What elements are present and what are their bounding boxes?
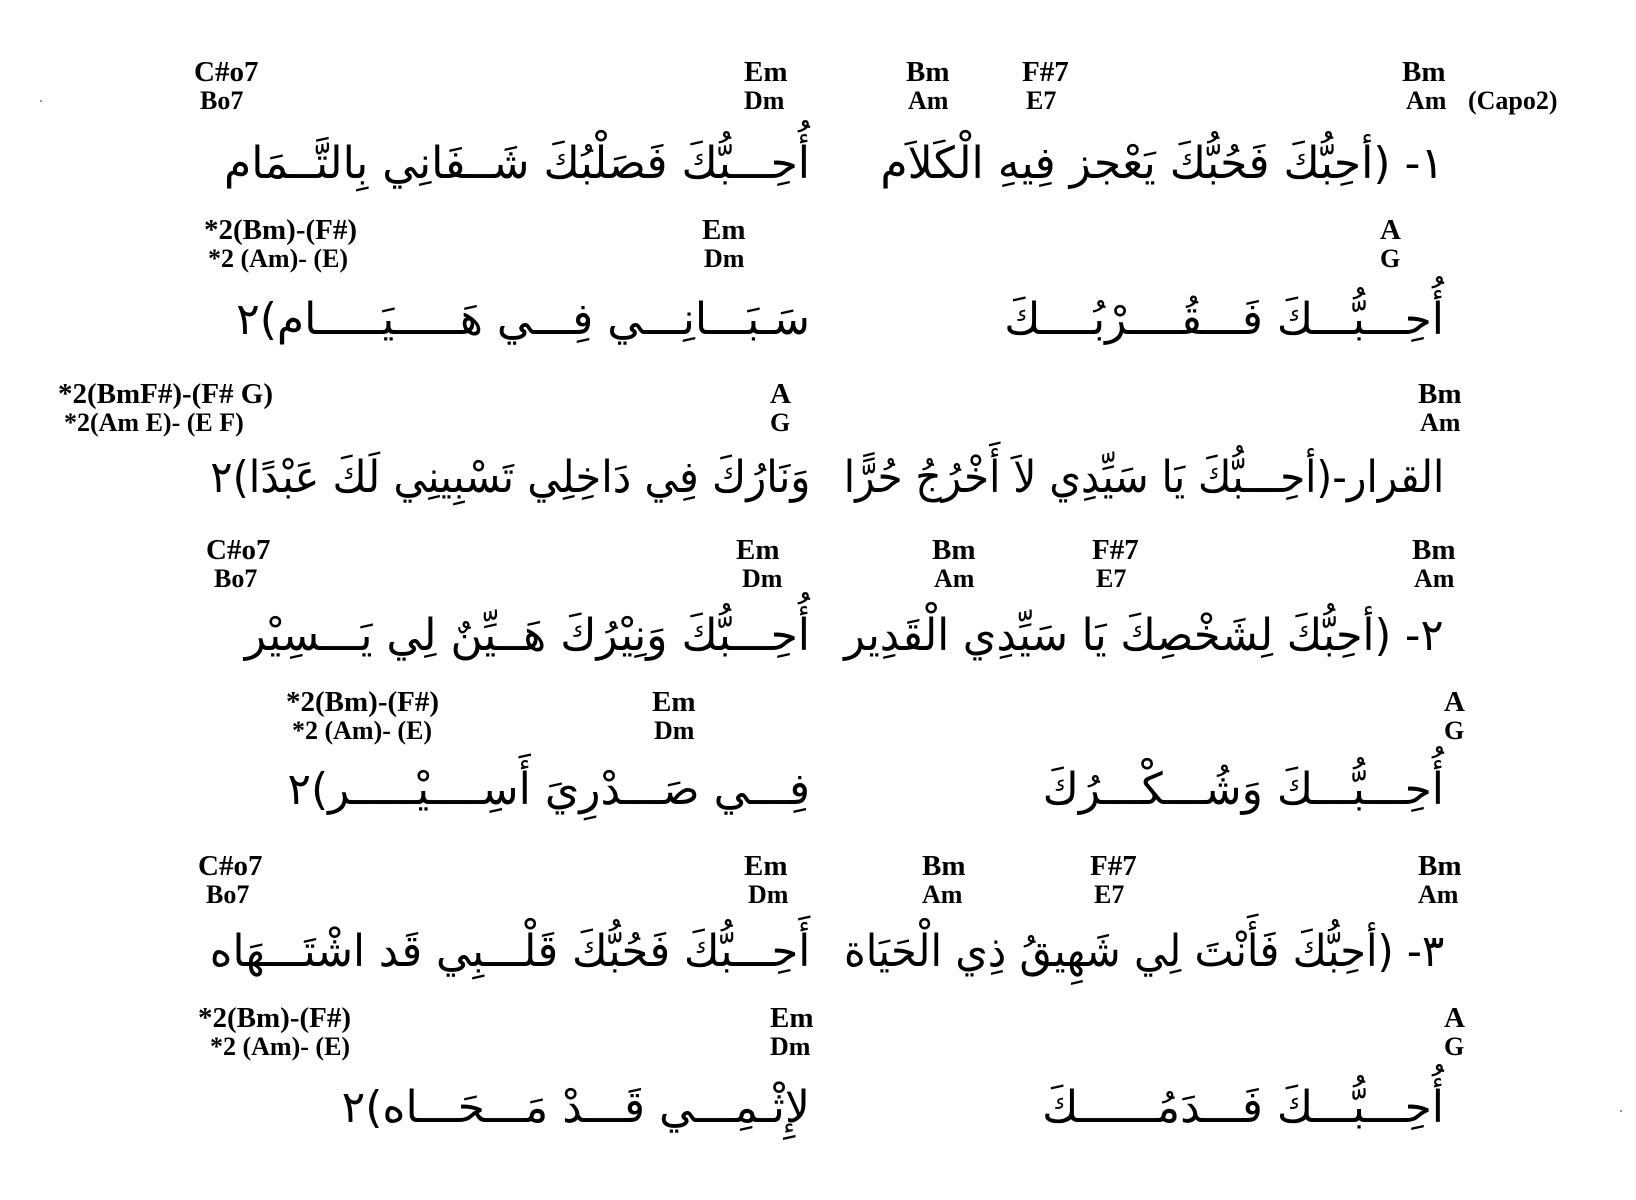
chord: F#7 xyxy=(1090,850,1137,882)
lyric-line: أَحِـــبُّكَ فَحُبُّكَ قَلْـــبِي قَد اشْتَـــهَاه xyxy=(209,926,810,977)
chord: Bm xyxy=(922,850,966,882)
chord: C#o7 xyxy=(198,850,263,882)
chord-alt: Dm xyxy=(654,716,695,745)
chord: Bm xyxy=(906,56,950,88)
chord-alt: E7 xyxy=(1094,880,1125,909)
chord: C#o7 xyxy=(194,56,259,88)
chord-alt: Dm xyxy=(748,880,789,909)
chord-alt: Am xyxy=(1418,880,1459,909)
chord-alt: Am xyxy=(1420,408,1461,437)
chord: Bm xyxy=(1412,534,1456,566)
chord-alt: *2 (Am)- (E) xyxy=(210,1032,351,1061)
chord: Em xyxy=(770,1002,814,1034)
chord-alt: G xyxy=(1444,716,1465,745)
chord: Bm xyxy=(932,534,976,566)
chord-alt: Bo7 xyxy=(200,86,244,115)
scan-speck xyxy=(40,100,42,102)
chord-alt: E7 xyxy=(1026,86,1057,115)
lyric-line: أُحِـــبُّكَ فَصَلْبُكَ شَــفَانِي بِالتَّــمَام xyxy=(224,138,810,189)
lyric-line: ٢- (أحِبُّكَ لِشَخْصِكَ يَا سَيِّدِي الْقَدِير xyxy=(844,610,1444,661)
lyric-line: لإِثْـمِـــي قَـــدْ مَـــحَـــاه)٢ xyxy=(341,1082,810,1133)
chord-alt: Am xyxy=(1406,86,1447,115)
chord-alt: Am xyxy=(922,880,963,909)
chord: F#7 xyxy=(1092,534,1139,566)
chord: *2(Bm)-(F#) xyxy=(286,686,440,718)
lyric-line: ١- (أحِبُّكَ فَحُبُّكَ يَعْجز فِيهِ الْكَلاَم xyxy=(880,138,1444,189)
chord: Em xyxy=(736,534,780,566)
chord-alt: G xyxy=(1444,1032,1465,1061)
chord: *2(Bm)-(F#) xyxy=(204,214,358,246)
chord-alt: *2 (Am)- (E) xyxy=(292,716,433,745)
chord-alt: *2(Am E)- (E F) xyxy=(64,408,244,437)
lyric-line: القرار-(أحِـــبُّكَ يَا سَيِّدِي لاَ أَخْرُجُ حُرًّا xyxy=(843,452,1444,503)
chord-alt: G xyxy=(1380,244,1401,273)
chord-alt: Bo7 xyxy=(206,880,250,909)
chord: A xyxy=(1380,214,1401,246)
chord-alt: Am xyxy=(934,564,975,593)
chord: A xyxy=(1444,1002,1465,1034)
lyric-line: وَنَارُكَ فِي دَاخِلِي تَسْبِينِي لَكَ عَبْدًا)٢ xyxy=(209,452,811,503)
lyric-line: أُحِـــبُّـــكَ فَـــقُــــرْبُــــكَ xyxy=(1004,294,1444,345)
lyric-line: ٣- (أحِبُّكَ فَأَنْتَ لِي شَهِيقُ ذِي الْحَيَاة xyxy=(843,926,1444,977)
chord-alt: Am xyxy=(908,86,949,115)
lyric-line: فِـــي صَـــدْرِيَ أَسِــــيْـــــر)٢ xyxy=(287,764,810,815)
chord: A xyxy=(1444,686,1465,718)
chord: *2(BmF#)-(F# G) xyxy=(58,378,274,410)
chord-alt: Dm xyxy=(742,564,783,593)
scan-speck xyxy=(1620,1110,1622,1112)
chord: A xyxy=(770,378,791,410)
chord-alt: Am xyxy=(1414,564,1455,593)
chord-alt: Bo7 xyxy=(214,564,258,593)
chord: Em xyxy=(744,850,788,882)
lyric-line: أُحِـــبُّـــكَ وَشُـــكْـــرُكَ xyxy=(1042,764,1444,815)
chord: Em xyxy=(652,686,696,718)
chord: Bm xyxy=(1418,850,1462,882)
chord: Bm xyxy=(1402,56,1446,88)
chord: F#7 xyxy=(1022,56,1069,88)
chord: Em xyxy=(744,56,788,88)
chord: Em xyxy=(702,214,746,246)
chord: *2(Bm)-(F#) xyxy=(198,1002,352,1034)
chord-alt: Dm xyxy=(744,86,785,115)
chord-alt: Dm xyxy=(770,1032,811,1061)
chord: Bm xyxy=(1418,378,1462,410)
capo-note: (Capo2) xyxy=(1468,86,1558,115)
lyric-line: أُحِـــبُّكَ وَنِيْرُكَ هَــيِّنٌ لِي يَـــسِيْر xyxy=(244,610,810,661)
lyric-line: سَـبَـــانِـــي فِـــي هَـــــيَـــــام)٢ xyxy=(236,294,810,345)
lyric-line: أُحِـــبُّـــكَ فَـــدَمُــــــكَ xyxy=(1042,1082,1444,1133)
chord-alt: *2 (Am)- (E) xyxy=(208,244,349,273)
chord: C#o7 xyxy=(206,534,271,566)
chord-alt: G xyxy=(770,408,791,437)
chord-alt: E7 xyxy=(1096,564,1127,593)
chord-alt: Dm xyxy=(704,244,745,273)
